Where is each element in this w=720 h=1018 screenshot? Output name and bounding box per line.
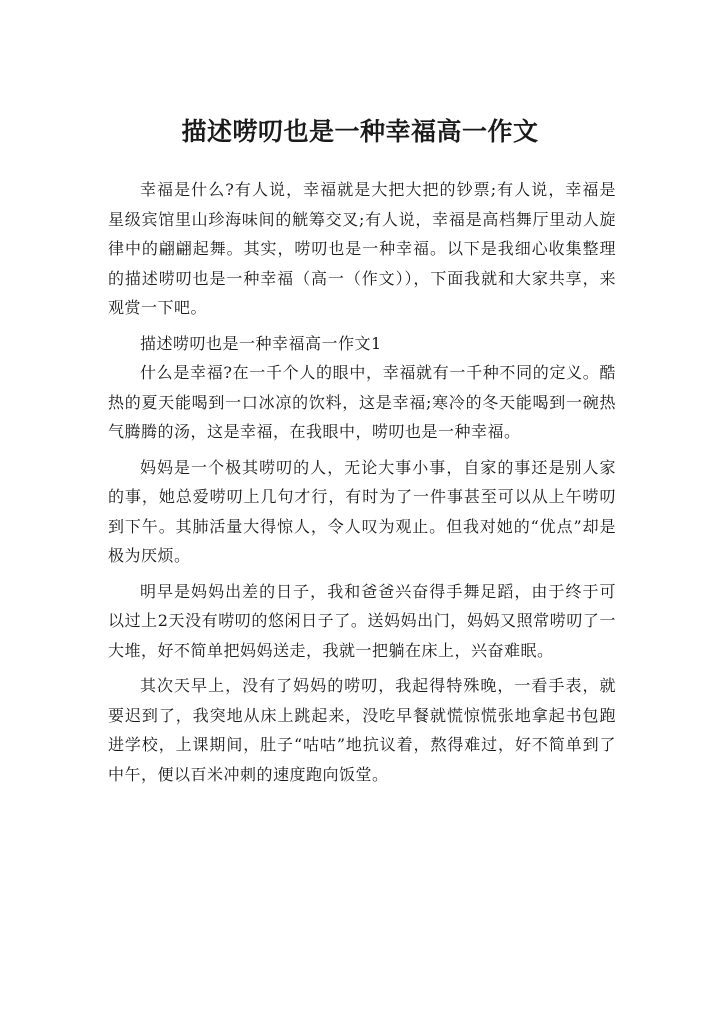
body-paragraph: 其次天早上，没有了妈妈的唠叨，我起得特殊晚，一看手表，就要迟到了，我突地从床上跳起来，没吃早餐就慌惊慌张地拿起书包跑进学校，上课期间，肚子“咕咕”地抗议着，熬得难过，好不简单到了中午，便以百米冲刺的速度跑向饭堂。: [108, 676, 616, 784]
section-heading: 描述唠叨也是一种幸福高一作文1: [140, 333, 382, 353]
body-paragraph: 妈妈是一个极其唠叨的人，无论大事小事，自家的事还是别人家的事，她总爱唠叨上几句才行，有时为了一件事甚至可以从上午唠叨到下午。其肺活量大得惊人，令人叹为观止。但我对她的“优点”却是极为厌烦。: [108, 457, 616, 565]
body-paragraph: 什么是幸福?在一千个人的眼中，幸福就有一千种不同的定义。酷热的夏天能喝到一口冰凉的饮料，这是幸福;寒冷的冬天能喝到一碗热气腾腾的汤，这是幸福，在我眼中，唠叨也是一种幸福。: [108, 363, 616, 441]
document-body: [108, 175, 616, 795]
intro-paragraph: 幸福是什么?有人说，幸福就是大把大把的钞票;有人说，幸福是星级宾馆里山珍海味间的觥筹交叉;有人说，幸福是高档舞厅里动人旋律中的翩翩起舞。其实，唠叨也是一种幸福。以下是我细心收集整理的描述唠叨也是一种幸福（高一（作文）），下面我就和大家共享，来观赏一下吧。: [108, 180, 616, 317]
body-paragraph: 明早是妈妈出差的日子，我和爸爸兴奋得手舞足蹈，由于终于可以过上2天没有唠叨的悠闲日子了。送妈妈出门，妈妈又照常唠叨了一大堆，好不简单把妈妈送走，我就一把躺在床上，兴奋难眠。: [108, 581, 616, 660]
document-title: 描述唠叨也是一种幸福高一作文: [181, 117, 539, 146]
